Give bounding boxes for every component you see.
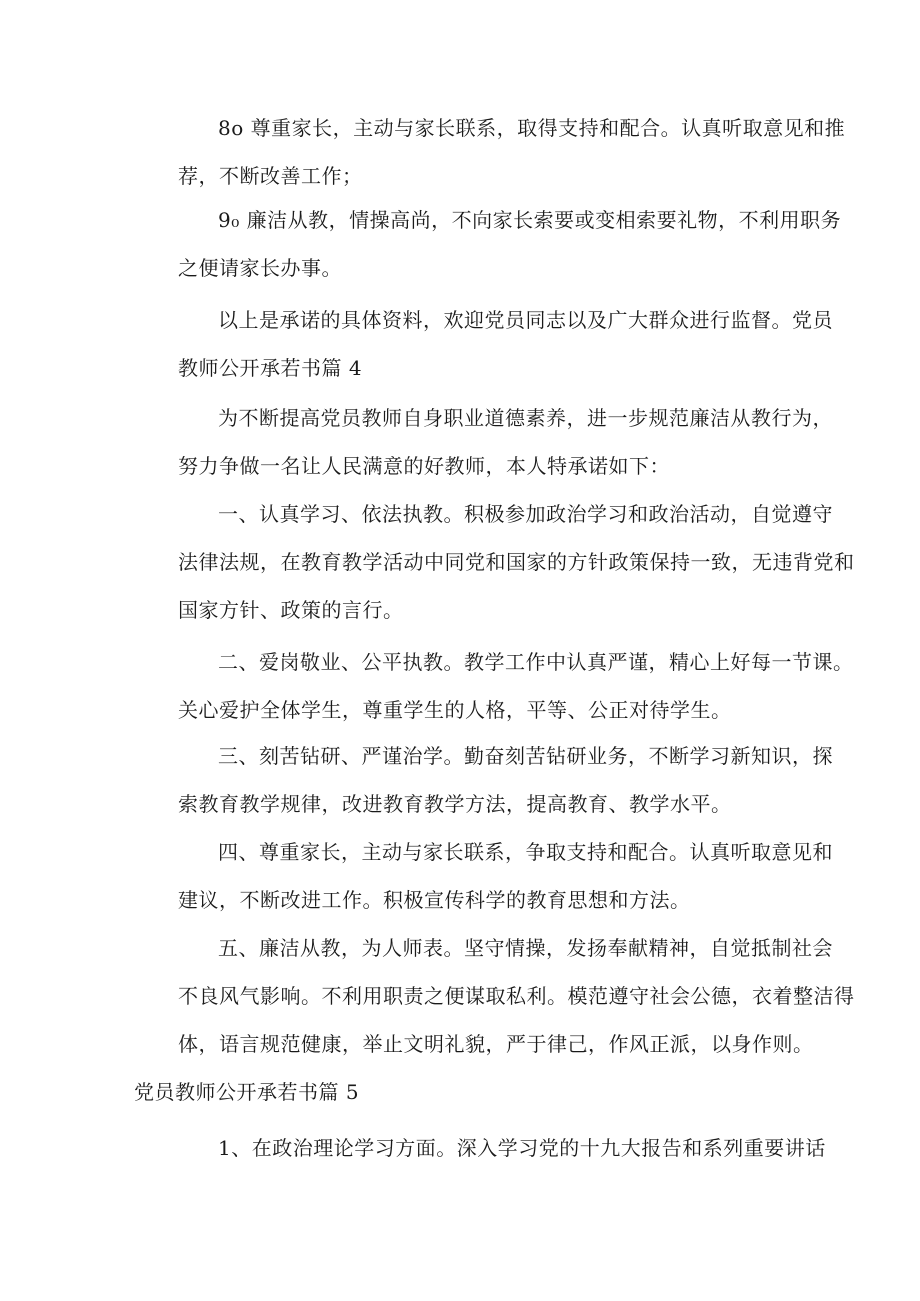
paragraph-point-1 bbox=[138, 490, 855, 634]
paragraph-point-2 bbox=[138, 638, 854, 734]
text-line: 五、廉洁从教，为人师表。坚守情操，发扬奉献精神，自觉抵制社会 bbox=[218, 936, 833, 960]
text-line: 法律法规，在教育教学活动中同党和国家的方针政策保持一致，无违背党和 bbox=[178, 550, 855, 574]
paragraph-intro bbox=[138, 394, 833, 490]
text-line: 关心爱护全体学生，尊重学生的人格，平等、公正对待学生。 bbox=[178, 698, 732, 722]
text-line: 一、认真学习、依法执教。积极参加政治学习和政治活动，自觉遵守 bbox=[218, 502, 833, 526]
text-line: 之便请家长办事。 bbox=[178, 256, 342, 280]
text-line: 为不断提高党员教师自身职业道德素养，进一步规范廉洁从教行为， bbox=[218, 406, 833, 430]
text-line: 不良风气影响。不利用职责之便谋取私利。模范遵守社会公德，衣着整洁得 bbox=[178, 984, 855, 1008]
text-line: 四、尊重家长，主动与家长联系，争取支持和配合。认真听取意见和 bbox=[218, 840, 833, 864]
text-line: 索教育教学规律，改进教育教学方法，提高教育、教学水平。 bbox=[178, 792, 732, 816]
text-line: 荐，不断改善工作； bbox=[178, 164, 363, 188]
text-line: 二、爱岗敬业、公平执教。教学工作中认真严谨，精心上好每一节课。 bbox=[218, 650, 854, 674]
text-line: 体，语言规范健康，举止文明礼貌，严于律己，作风正派，以身作则。 bbox=[178, 1032, 814, 1056]
paragraph-item-1 bbox=[138, 1124, 826, 1172]
text-line: 党员教师公开承若书篇 5 bbox=[134, 1080, 360, 1104]
text-line: 1、在政治理论学习方面。深入学习党的十九大报告和系列重要讲话 bbox=[218, 1136, 826, 1160]
text-line: 8o 尊重家长，主动与家长联系，取得支持和配合。认真听取意见和推 bbox=[218, 116, 846, 140]
paragraph-closing bbox=[138, 296, 833, 392]
paragraph-point-3 bbox=[138, 732, 833, 828]
text-line: 国家方针、政策的言行。 bbox=[178, 598, 404, 622]
paragraph-point-5 bbox=[138, 924, 855, 1068]
paragraph-item-9 bbox=[138, 196, 842, 292]
section-title-4: 教师公开承若书篇 4 bbox=[178, 356, 363, 380]
section-title-5 bbox=[134, 1068, 784, 1116]
paragraph-item-8 bbox=[138, 104, 846, 200]
text-line: 9₀ 廉洁从教，情操高尚，不向家长索要或变相索要礼物，不利用职务 bbox=[218, 208, 842, 232]
text-line: 以上是承诺的具体资料，欢迎党员同志以及广大群众进行监督。党员 bbox=[218, 308, 833, 332]
text-line: 努力争做一名让人民满意的好教师，本人特承诺如下： bbox=[178, 454, 670, 478]
text-line: 建议，不断改进工作。积极宣传科学的教育思想和方法。 bbox=[178, 888, 691, 912]
text-line: 三、刻苦钻研、严谨治学。勤奋刻苦钻研业务，不断学习新知识，探 bbox=[218, 744, 833, 768]
paragraph-point-4 bbox=[138, 828, 833, 924]
